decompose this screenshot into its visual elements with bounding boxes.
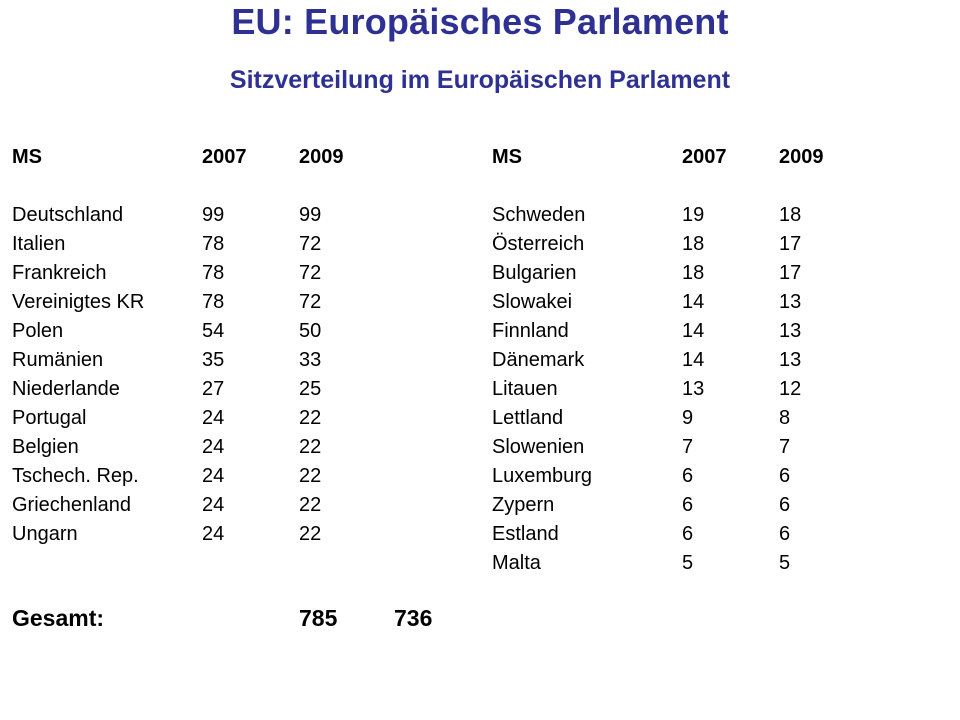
seats-2009: 99 xyxy=(299,204,322,226)
member-state-name: Griechenland xyxy=(12,494,131,516)
member-state-name: Luxemburg xyxy=(492,465,593,487)
seats-2009: 6 xyxy=(779,494,791,516)
member-state-name: Portugal xyxy=(12,407,87,429)
seats-2009: 22 xyxy=(299,465,322,487)
seats-2007: 78 xyxy=(202,262,225,284)
seats-2007: 14 xyxy=(682,349,705,371)
seats-2007: 9 xyxy=(682,407,694,429)
member-state-name: Slowakei xyxy=(492,291,573,313)
seats-2009: 17 xyxy=(779,233,802,255)
member-state-name: Belgien xyxy=(12,436,79,458)
seats-2007: 54 xyxy=(202,320,225,342)
column-header-ms: MS xyxy=(492,146,522,168)
seats-2009: 50 xyxy=(299,320,322,342)
member-state-name: Frankreich xyxy=(12,262,107,284)
page-subtitle: Sitzverteilung im Europäischen Parlament xyxy=(229,66,731,94)
member-state-name: Polen xyxy=(12,320,64,342)
seats-2007: 14 xyxy=(682,320,705,342)
seats-2007: 6 xyxy=(682,494,694,516)
seats-2009: 8 xyxy=(779,407,791,429)
seats-2007: 24 xyxy=(202,494,225,516)
member-state-name: Lettland xyxy=(492,407,564,429)
seats-2009: 72 xyxy=(299,233,322,255)
seats-2007: 5 xyxy=(682,552,694,574)
seats-2007: 24 xyxy=(202,523,225,545)
seats-2007: 6 xyxy=(682,465,694,487)
seats-2009: 18 xyxy=(779,204,802,226)
seats-2009: 13 xyxy=(779,291,802,313)
total-seats-2007: 785 xyxy=(299,605,338,631)
column-header-2007: 2007 xyxy=(682,146,727,168)
seats-2009: 13 xyxy=(779,320,802,342)
member-state-name: Estland xyxy=(492,523,559,545)
member-state-name: Niederlande xyxy=(12,378,120,400)
seats-2009: 22 xyxy=(299,523,322,545)
seats-2007: 18 xyxy=(682,233,705,255)
seats-2007: 24 xyxy=(202,465,225,487)
member-state-name: Deutschland xyxy=(12,204,124,226)
seats-2007: 78 xyxy=(202,291,225,313)
seats-2009: 6 xyxy=(779,523,791,545)
seats-2009: 22 xyxy=(299,494,322,516)
member-state-name: Slowenien xyxy=(492,436,585,458)
seats-2009: 12 xyxy=(779,378,802,400)
member-state-name: Dänemark xyxy=(492,349,585,371)
member-state-name: Tschech. Rep. xyxy=(12,465,139,487)
seats-2007: 24 xyxy=(202,407,225,429)
seats-2009: 25 xyxy=(299,378,322,400)
totals-label: Gesamt: xyxy=(12,605,105,631)
seats-2007: 13 xyxy=(682,378,705,400)
page-title: EU: Europäisches Parlament xyxy=(231,1,729,42)
seats-2007: 24 xyxy=(202,436,225,458)
seats-2007: 27 xyxy=(202,378,225,400)
seats-2009: 13 xyxy=(779,349,802,371)
seats-2007: 6 xyxy=(682,523,694,545)
seats-2009: 72 xyxy=(299,262,322,284)
member-state-name: Litauen xyxy=(492,378,558,400)
seats-2007: 99 xyxy=(202,204,225,226)
total-seats-2009: 736 xyxy=(394,605,433,631)
seats-2009: 22 xyxy=(299,436,322,458)
column-header-2007: 2007 xyxy=(202,146,247,168)
member-state-name: Italien xyxy=(12,233,66,255)
seats-2007: 14 xyxy=(682,291,705,313)
member-state-name: Malta xyxy=(492,552,541,574)
column-header-2009: 2009 xyxy=(779,146,824,168)
seats-2007: 78 xyxy=(202,233,225,255)
seats-2009: 7 xyxy=(779,436,791,458)
seats-2009: 33 xyxy=(299,349,322,371)
member-state-name: Vereinigtes KR xyxy=(12,291,145,313)
member-state-name: Ungarn xyxy=(12,523,78,545)
seats-2009: 6 xyxy=(779,465,791,487)
seats-2007: 19 xyxy=(682,204,705,226)
member-state-name: Rumänien xyxy=(12,349,104,371)
seats-2009: 72 xyxy=(299,291,322,313)
seats-2007: 35 xyxy=(202,349,225,371)
seats-2007: 18 xyxy=(682,262,705,284)
column-header-2009: 2009 xyxy=(299,146,344,168)
member-state-name: Finnland xyxy=(492,320,569,342)
member-state-name: Zypern xyxy=(492,494,555,516)
member-state-name: Bulgarien xyxy=(492,262,577,284)
member-state-name: Schweden xyxy=(492,204,586,226)
column-header-ms: MS xyxy=(12,146,42,168)
seats-2007: 7 xyxy=(682,436,694,458)
seats-2009: 5 xyxy=(779,552,791,574)
member-state-name: Österreich xyxy=(492,233,585,255)
seats-2009: 17 xyxy=(779,262,802,284)
seats-2009: 22 xyxy=(299,407,322,429)
totals-row xyxy=(12,600,612,636)
